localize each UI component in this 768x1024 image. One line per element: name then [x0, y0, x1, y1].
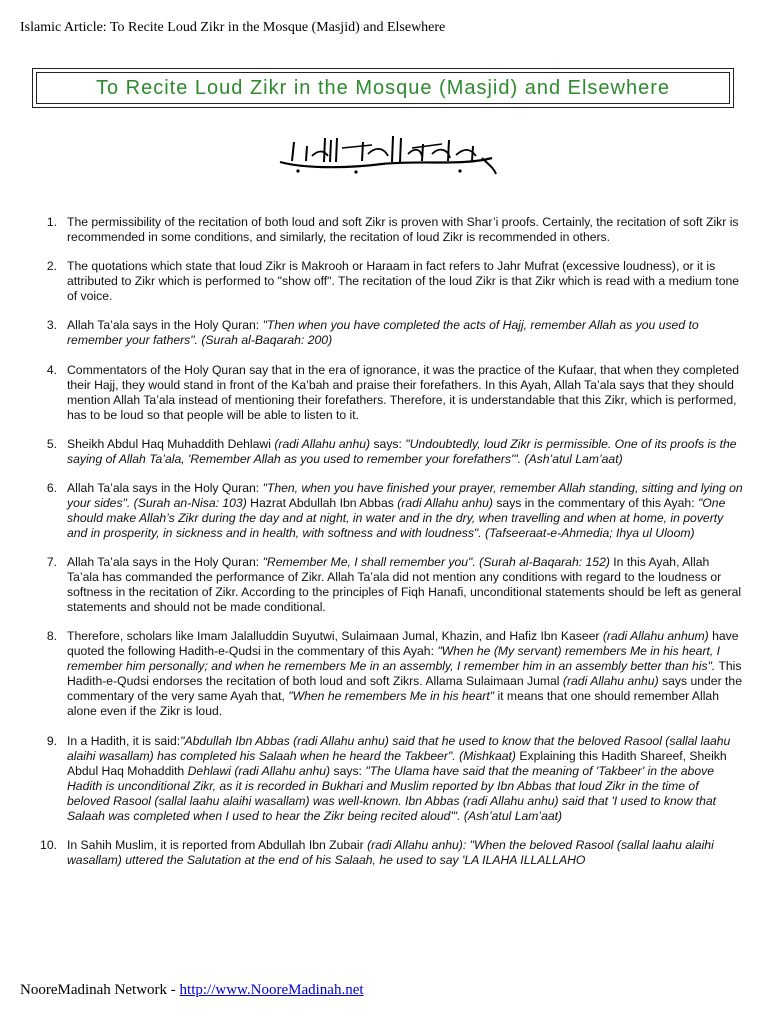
- italic-segment: Dehlawi (radi Allahu anhu): [187, 763, 331, 778]
- text-segment: Allah Ta’ala says in the Holy Quran:: [67, 318, 263, 333]
- item-number: 4.: [46, 362, 57, 377]
- italic-segment: "The Ulama have said that the meaning of 'Takbeer' in the above Hadith is unconditional Zikr, as it is recorded in Bukhari and Muslim reported by Ibn Abbas that loud Zikr in the time of beloved Rasool (sallal laahu alaihi wasallam) was well-known. Ibn Abbas (radi Allahu anhu) said that 'I used to know that Salaah was completed when I used to hear the Zikr being recited aloud'". (Ash’atul Lam’aat): [67, 763, 717, 823]
- text-segment: Sheikh Abdul Haq Muhaddith Dehlawi: [67, 436, 275, 451]
- item-number: 6.: [46, 480, 57, 495]
- item-text: [67, 734, 744, 824]
- italic-segment: (radi Allahu anhu): [397, 495, 493, 510]
- item-number: 2.: [46, 259, 57, 274]
- title-box: [32, 68, 734, 108]
- italic-segment: "Then when you have completed the acts of Hajj, remember Allah as you used to remember your fathers". (Surah al-Baqarah: 200): [67, 318, 699, 348]
- text-segment: it means that one should remember Allah alone even if the Zikr is loud.: [67, 689, 719, 719]
- text-segment: says:: [370, 436, 406, 451]
- item-number: 1.: [46, 215, 57, 229]
- text-segment: Explaining this Hadith Shareef, Sheikh Abdul Haq Mohaddith: [67, 748, 727, 778]
- text-segment: says:: [330, 763, 366, 778]
- text-segment: The quotations which state that loud Zikr is Makrooh or Haraam in fact refers to Jahr Mufrat (excessive loudness), or it is attributed to Zikr which is performed to "show off". The recitation of the loud Zikr is that Zikr which is read with a medium tone of voice.: [67, 259, 740, 304]
- italic-segment: (radi Allahu anhu): [562, 674, 659, 689]
- item-number: 7.: [46, 555, 57, 570]
- list-item: [30, 629, 744, 719]
- text-segment: have quoted the following Hadith-e-Qudsi in the commentary of this Ayah:: [67, 629, 739, 659]
- item-text: [67, 838, 744, 868]
- item-number: 8.: [46, 629, 57, 644]
- list-item: [30, 363, 744, 423]
- text-segment: In Sahih Muslim, it is reported from Abdullah Ibn Zubair: [67, 837, 368, 852]
- item-text: [67, 437, 744, 467]
- text-segment: This Hadith-e-Qudsi endorses the recitation of both loud and soft Zikrs. Allama Sulaimaan Jumal: [67, 659, 742, 689]
- item-text: [67, 318, 744, 348]
- item-number: 3.: [46, 318, 57, 333]
- italic-segment: "When he remembers Me in his heart": [288, 689, 495, 704]
- running-header: Islamic Article: To Recite Loud Zikr in the Mosque (Masjid) and Elsewhere: [20, 20, 446, 35]
- item-number: 10.: [40, 837, 57, 852]
- list-item: [30, 734, 744, 824]
- text-segment: says in the commentary of this Ayah:: [492, 495, 698, 510]
- item-text: [67, 555, 744, 615]
- italic-segment: "When he (My servant) remembers Me in his heart, I remember him personally; and when he remembers Me in an assembly, I remember him in an assembly better than his".: [67, 644, 721, 674]
- text-segment: Commentators of the Holy Quran say that in the era of ignorance, it was the practice of the Kufaar, that when they completed their Hajj, they would stand in front of the Ka’bah and praise their forefathers. In this Ayah, Allah Ta’ala says that they should mention Allah Ta’ala instead of mentioning their forefathers. Therefore, it is understandable that this Zikr, which is performed, has to be loud so that people will be able to listen to it.: [67, 362, 740, 422]
- item-text: [67, 215, 744, 245]
- text-segment: In a Hadith, it is said:: [67, 733, 181, 748]
- italic-segment: (radi Allahu anhu): "When the beloved Rasool (sallal laahu alaihi wasallam) uttered the Salutation at the end of his Salaah, he used to say 'LA ILAHA ILLALLAHO: [67, 837, 714, 867]
- italic-segment: "Then, when you have finished your prayer, remember Allah standing, sitting and lying on your sides". (Surah an-Nisa: 103): [67, 480, 743, 510]
- item-text: [67, 363, 744, 423]
- list-item: [30, 555, 744, 615]
- text-segment: Hazrat Abdullah Ibn Abbas: [246, 495, 398, 510]
- italic-segment: (radi Allahu anhum): [602, 629, 709, 644]
- italic-segment: "Remember Me, I shall remember you". (Surah al-Baqarah: 152): [262, 555, 610, 570]
- article-title: To Recite Loud Zikr in the Mosque (Masjid) and Elsewhere: [36, 72, 730, 104]
- text-segment: says under the commentary of the very same Ayah that,: [67, 674, 742, 704]
- text-segment: Allah Ta’ala says in the Holy Quran:: [67, 555, 263, 570]
- italic-segment: (radi Allahu anhu): [274, 436, 371, 451]
- italic-segment: "Abdullah Ibn Abbas (radi Allahu anhu) said that he used to know that the beloved Rasool (sallal laahu alaihi wasallam) has completed his Salaah when he heard the Takbeer". (Mishkaat): [67, 733, 731, 763]
- footer-link[interactable]: http://www.NooreMadinah.net: [179, 982, 364, 998]
- list-item: [30, 437, 744, 467]
- item-text: [67, 629, 744, 719]
- footer-network: NooreMadinah Network -: [20, 982, 180, 998]
- list-item: [30, 838, 744, 868]
- text-segment: Therefore, scholars like Imam Jalalluddin Suyutwi, Sulaimaan Jumal, Khazin, and Hafiz Ibn Kaseer: [67, 629, 603, 644]
- basmala-calligraphy: [272, 128, 500, 178]
- list-item: [30, 318, 744, 348]
- item-text: [67, 259, 744, 304]
- italic-segment: "One should make Allah’s Zikr during the day and at night, in water and in the dry, when travelling and when at home, in poverty and in prosperity, in sickness and in health, with softness and with loudness". (Tafseeraat-e-Ahmedia; Ihya ul Uloom): [67, 495, 726, 540]
- item-number: 9.: [46, 733, 57, 748]
- item-number: 5.: [46, 436, 57, 451]
- article-list: [30, 215, 744, 882]
- list-item: [30, 259, 744, 304]
- list-item: [30, 481, 744, 541]
- text-segment: In this Ayah, Allah Ta’ala has commanded the performance of Zikr. Allah Ta’ala did not mention any conditions with regard to the loudness or softness in the recitation of Zikr. According to the principles of Fiqh Hanafi, unconditional statements should be left as general statements and should not be made conditional.: [67, 555, 742, 615]
- italic-segment: "Undoubtedly, loud Zikr is permissible. One of its proofs is the saying of Allah Ta’ala, 'Remember Allah as you used to remember your forefathers'". (Ash’atul Lam’aat): [67, 436, 737, 466]
- list-item: [30, 215, 744, 245]
- footer: [20, 982, 364, 999]
- text-segment: The permissibility of the recitation of both loud and soft Zikr is proven with Shar’i proofs. Certainly, the recitation of soft Zikr is recommended in some conditions, and similarly, the recitation of loud Zikr is recommended in others.: [67, 215, 739, 244]
- text-segment: Allah Ta’ala says in the Holy Quran:: [67, 480, 263, 495]
- item-text: [67, 481, 744, 541]
